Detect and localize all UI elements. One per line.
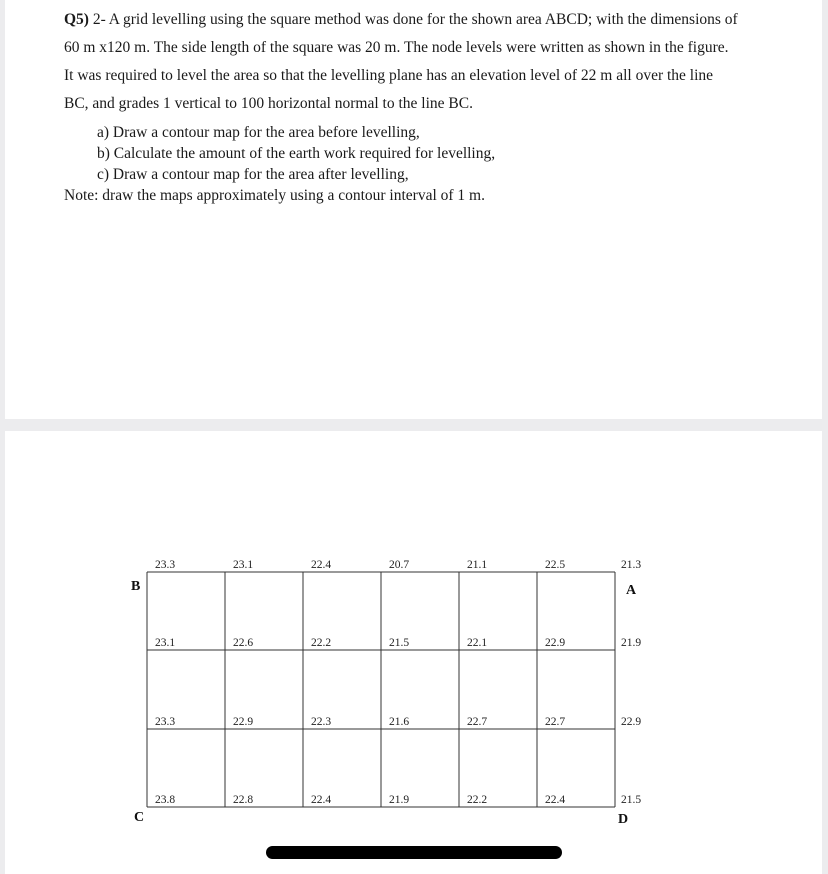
node-level-label: 21.3	[621, 559, 642, 571]
node-level-label: 23.1	[155, 637, 176, 649]
corner-c-label: C	[134, 810, 145, 825]
node-level-label: 22.5	[545, 559, 566, 571]
home-indicator	[266, 846, 562, 859]
node-level-label: 20.7	[389, 559, 410, 571]
question-line-1: 2- A grid levelling using the square method was done for the shown area ABCD; with the dimensions of	[88, 11, 738, 28]
node-level-label: 21.5	[389, 637, 410, 649]
node-level-label: 22.2	[467, 794, 488, 806]
grid-lines	[147, 572, 615, 807]
node-level-label: 22.2	[311, 637, 332, 649]
corner-a-label: A	[626, 583, 637, 598]
question-line-4: BC, and grades 1 vertical to 100 horizontal normal to the line BC.	[64, 95, 473, 112]
node-level-label: 22.6	[233, 637, 254, 649]
task-a: a) Draw a contour map for the area before levelling,	[97, 124, 420, 141]
node-level-label: 21.6	[389, 716, 410, 728]
node-level-label: 22.9	[621, 716, 642, 728]
note-text: Note: draw the maps approximately using a contour interval of 1 m.	[64, 187, 485, 204]
node-level-label: 21.9	[621, 637, 642, 649]
node-level-label: 22.9	[233, 716, 254, 728]
node-level-label: 22.8	[233, 794, 254, 806]
node-level-label: 21.1	[467, 559, 488, 571]
node-level-label: 22.4	[545, 794, 566, 806]
node-level-label: 23.3	[155, 716, 176, 728]
node-level-label: 22.4	[311, 794, 332, 806]
node-level-label: 22.1	[467, 637, 488, 649]
node-level-label: 22.3	[311, 716, 332, 728]
node-level-label: 21.5	[621, 794, 642, 806]
node-level-label: 23.3	[155, 559, 176, 571]
node-level-label: 21.9	[389, 794, 410, 806]
node-level-label: 22.4	[311, 559, 332, 571]
node-level-label: 23.1	[233, 559, 254, 571]
node-level-label: 22.7	[467, 716, 488, 728]
node-levels	[155, 559, 641, 806]
corner-b-label: B	[131, 579, 141, 594]
task-b: b) Calculate the amount of the earth work required for levelling,	[97, 145, 496, 162]
task-c: c) Draw a contour map for the area after levelling,	[97, 166, 409, 183]
node-level-label: 23.8	[155, 794, 176, 806]
question-number: Q5)	[64, 11, 89, 28]
node-level-label: 22.7	[545, 716, 566, 728]
corner-d-label: D	[618, 812, 629, 827]
question-line-2: 60 m x120 m. The side length of the square was 20 m. The node levels were written as shown in the figure.	[64, 39, 729, 56]
question-line-3: It was required to level the area so that the levelling plane has an elevation level of 22 m all over the line	[64, 67, 714, 84]
node-level-label: 22.9	[545, 637, 566, 649]
